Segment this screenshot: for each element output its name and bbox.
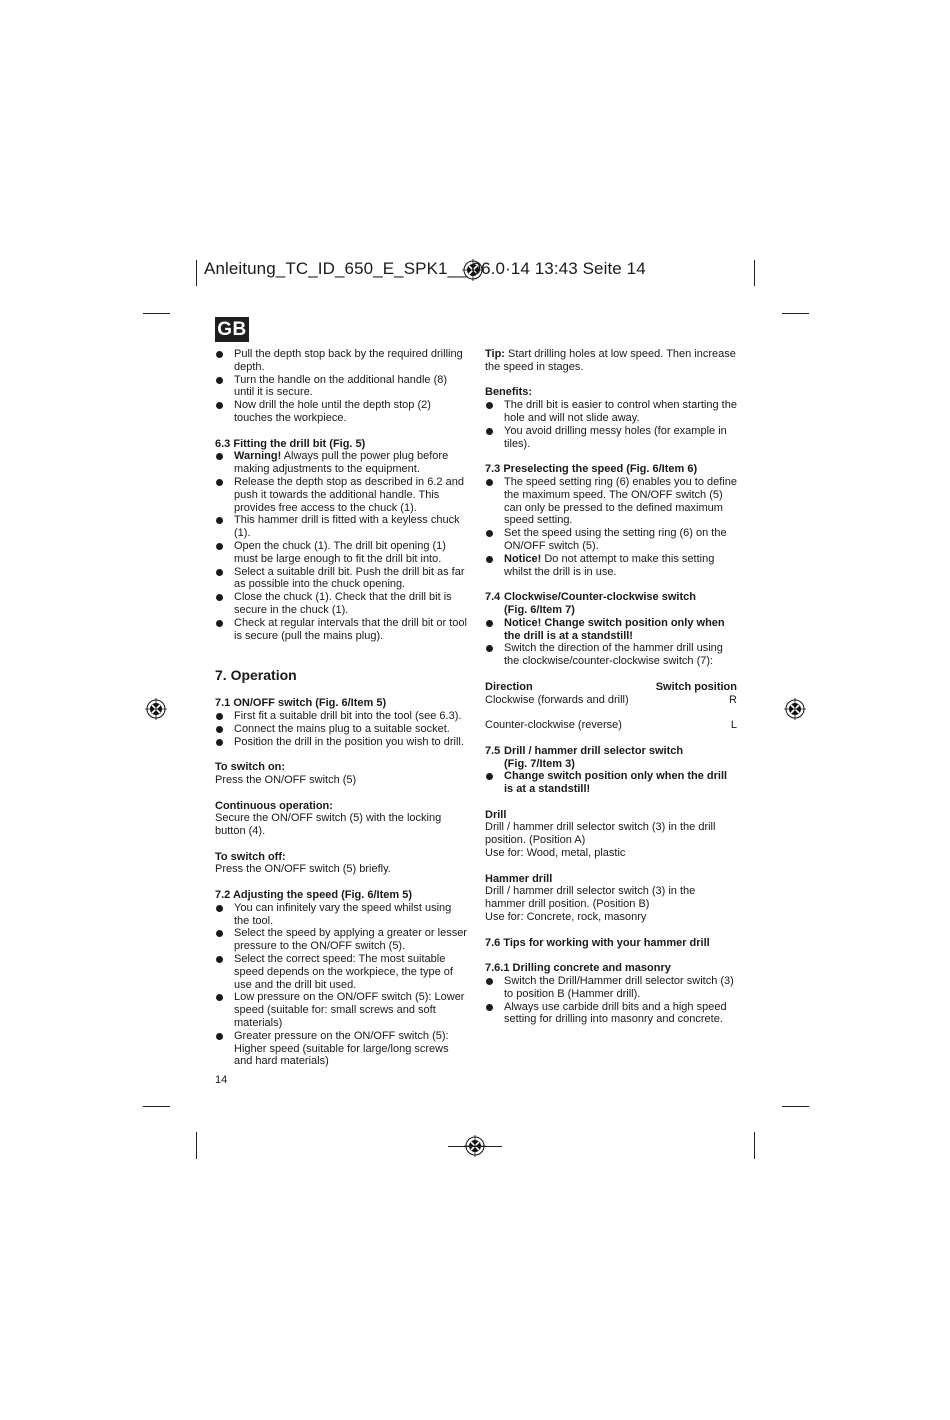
section-heading: 7.1 ON/OFF switch (Fig. 6/Item 5) — [215, 697, 387, 710]
paragraph: Drill / hammer drill selector switch (3) in the hammer drill position. (Position B) — [485, 885, 696, 911]
bullet-list — [485, 399, 737, 450]
list-item: Select a suitable drill bit. Push the drill bit as far as possible into the chuck opening. — [215, 566, 467, 592]
registration-mark-icon — [784, 698, 806, 720]
list-item: Position the drill in the position you wish to drill. — [215, 736, 467, 749]
list-item: Close the chuck (1). Check that the drill bit is secure in the chuck (1). — [215, 591, 467, 617]
list-item: You can infinitely vary the speed whilst using the tool. — [215, 902, 467, 928]
list-item: Check at regular intervals that the drill bit or tool is secure (pull the mains plug). — [215, 617, 467, 643]
crop-mark — [754, 1132, 755, 1159]
table-row — [485, 694, 737, 707]
crop-mark — [196, 1132, 197, 1159]
list-item: First fit a suitable drill bit into the tool (see 6.3). — [215, 710, 467, 723]
crop-mark — [143, 313, 170, 314]
bullet-list — [485, 770, 737, 796]
crop-mark — [782, 1106, 809, 1107]
warning-text: Always pull the power plug before making adjustments to the equipment. — [234, 450, 449, 476]
crop-mark — [196, 260, 197, 286]
subheading: To switch off: — [215, 850, 286, 863]
bullet-list — [485, 476, 737, 578]
registration-mark-icon — [145, 698, 167, 720]
bullet-list — [215, 450, 467, 642]
bullet-list — [485, 617, 737, 668]
subheading: Drill — [485, 808, 507, 821]
section-heading: 6.3 Fitting the drill bit (Fig. 5) — [215, 437, 366, 450]
section-title: Drill / hammer drill selector switch — [504, 744, 684, 757]
list-item — [215, 450, 467, 476]
list-item: Notice! Change switch position only when the drill is at a standstill! — [485, 617, 737, 643]
section-number: 7.5 — [485, 744, 501, 757]
bullet-list — [215, 348, 467, 425]
list-item — [485, 553, 737, 579]
paragraph: Secure the ON/OFF switch (5) with the locking button (4). — [215, 812, 442, 838]
section-subtitle: (Fig. 6/Item 7) — [504, 603, 575, 616]
section-heading: 7.3 Preselecting the speed (Fig. 6/Item 6) — [485, 463, 698, 476]
section-heading: 7.6.1 Drilling concrete and masonry — [485, 962, 671, 975]
list-item: Set the speed using the setting ring (6) on the ON/OFF switch (5). — [485, 527, 737, 553]
list-item: Low pressure on the ON/OFF switch (5): Lower speed (suitable for: small screws and soft materials) — [215, 991, 467, 1029]
list-item: Now drill the hole until the depth stop (2) touches the workpiece. — [215, 399, 467, 425]
list-item: Turn the handle on the additional handle (8) until it is secure. — [215, 374, 467, 400]
list-item: Switch the direction of the hammer drill using the clockwise/counter-clockwise switch (7): — [485, 642, 737, 668]
section-heading — [485, 745, 737, 758]
subheading: Continuous operation: — [215, 799, 333, 812]
list-item: Select the speed by applying a greater or lesser pressure to the ON/OFF switch (5). — [215, 927, 467, 953]
list-item: Select the correct speed: The most suitable speed depends on the workpiece, the type of use and the drill bit used. — [215, 953, 467, 991]
list-item: Switch the Drill/Hammer drill selector switch (3) to position B (Hammer drill). — [485, 975, 737, 1001]
page-number: 14 — [215, 1074, 228, 1086]
right-column — [485, 348, 737, 1026]
tip-paragraph — [485, 348, 737, 374]
crop-mark — [143, 1106, 170, 1107]
bullet-list — [215, 902, 467, 1068]
column-header: Switch position — [655, 680, 737, 693]
paragraph: Use for: Concrete, rock, masonry — [485, 911, 647, 924]
notice-label: Notice! — [504, 552, 542, 565]
subheading: Hammer drill — [485, 872, 553, 885]
notice-text: Do not attempt to make this setting whilst the drill is in use. — [504, 552, 715, 578]
chapter-heading: 7. Operation — [215, 667, 297, 684]
warning-label: Warning! — [234, 450, 282, 463]
paragraph: Drill / hammer drill selector switch (3) in the drill position. (Position A) — [485, 821, 716, 847]
tip-label: Tip: — [485, 348, 505, 360]
section-heading: 7.2 Adjusting the speed (Fig. 6/Item 5) — [215, 889, 413, 902]
crop-mark — [754, 260, 755, 286]
table-row — [485, 719, 737, 732]
table-header — [485, 681, 737, 694]
list-item: This hammer drill is fitted with a keyless chuck (1). — [215, 514, 467, 540]
list-item: Change switch position only when the drill is at a standstill! — [485, 770, 737, 796]
bullet-list — [485, 975, 737, 1026]
section-heading — [485, 591, 737, 604]
list-item: The drill bit is easier to control when starting the hole and will not slide away. — [485, 399, 737, 425]
list-item: Pull the depth stop back by the required drilling depth. — [215, 348, 467, 374]
column-header: Direction — [485, 680, 533, 693]
list-item: Release the depth stop as described in 6.2 and push it towards the additional handle. This provides free access to the chuck (1). — [215, 476, 467, 514]
list-item: Connect the mains plug to a suitable socket. — [215, 723, 467, 736]
direction-cell: Clockwise (forwards and drill) — [485, 693, 629, 706]
section-number: 7.4 — [485, 591, 501, 604]
list-item: Greater pressure on the ON/OFF switch (5): Higher speed (suitable for large/long screws and hard materials) — [215, 1030, 467, 1068]
list-item: Always use carbide drill bits and a high speed setting for drilling into masonry and concrete. — [485, 1001, 737, 1027]
subheading: Benefits: — [485, 386, 533, 399]
list-item: You avoid drilling messy holes (for example in tiles). — [485, 425, 737, 451]
section-heading: 7.6 Tips for working with your hammer drill — [485, 936, 710, 949]
paragraph: Press the ON/OFF switch (5) briefly. — [215, 863, 391, 876]
subheading: To switch on: — [215, 761, 286, 774]
position-cell: R — [729, 693, 737, 706]
crop-mark — [782, 313, 809, 314]
crop-mark — [448, 1146, 502, 1147]
bullet-list — [215, 710, 467, 748]
language-badge: GB — [215, 317, 249, 342]
section-title: Clockwise/Counter-clockwise switch — [504, 591, 696, 604]
print-header: Anleitung_TC_ID_650_E_SPK1__ 06.0·14 13:43 Seite 14 — [204, 259, 646, 278]
direction-cell: Counter-clockwise (reverse) — [485, 719, 622, 732]
list-item: Open the chuck (1). The drill bit opening (1) must be large enough to fit the drill bit into. — [215, 540, 467, 566]
position-cell: L — [730, 719, 737, 732]
tip-text: Start drilling holes at low speed. Then increase the speed in stages. — [485, 348, 736, 373]
list-item: The speed setting ring (6) enables you to define the maximum speed. The ON/OFF switch (5) can only be pressed to the defined maximum speed setting. — [485, 476, 737, 527]
paragraph: Press the ON/OFF switch (5) — [215, 773, 357, 786]
left-column — [215, 348, 467, 1068]
paragraph: Use for: Wood, metal, plastic — [485, 847, 626, 860]
section-subtitle: (Fig. 7/Item 3) — [504, 757, 575, 770]
